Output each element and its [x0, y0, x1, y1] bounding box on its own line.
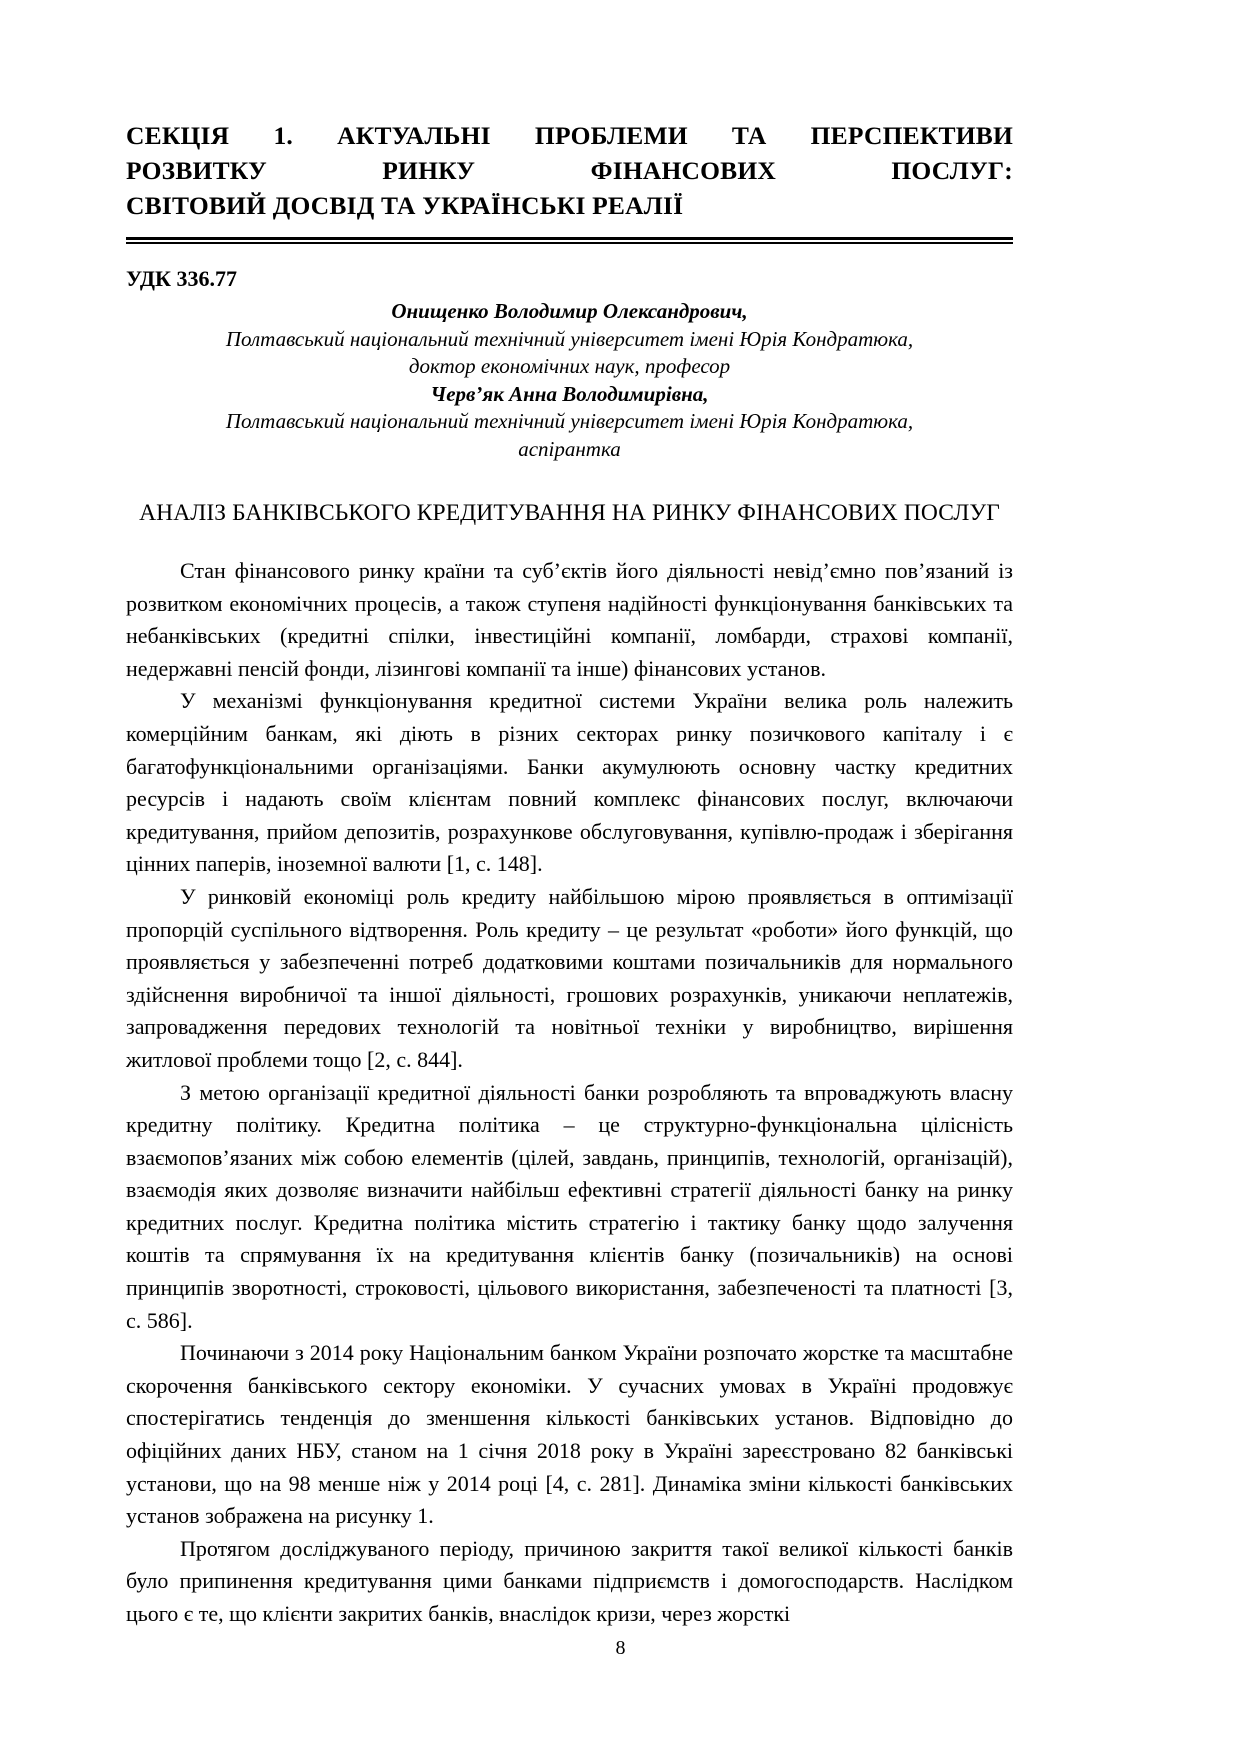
heading-divider-rule [126, 237, 1013, 244]
body-paragraph: Протягом досліджуваного періоду, причиною закриття такої великої кількості банків було припинення кредитування цими банками підприємств і домогосподарств. Наслідком цього є те, що клієнти закритих банків, внаслідок кризи, через жорсткі [126, 1535, 1013, 1626]
udk-code: УДК 336.77 [126, 266, 238, 291]
authors-block [126, 298, 1013, 463]
body-paragraph: У ринковій економіці роль кредиту найбільшою мірою проявляється в оптимізації пропорцій суспільного відтворення. Роль кредиту – це результат «роботи» його функцій, що проявляється у забезпеченні потреб додатковими коштами позичальників для нормального здійснення виробничої та іншої діяльності, грошових розрахунків, уникаючи неплатежів, запровадження передових технологій та новітньої техніки у виробництво, вирішення житлової проблеми тощо [2, с. 844]. [126, 883, 1013, 1072]
page-number: 8 [615, 1637, 626, 1659]
article-title: АНАЛІЗ БАНКІВСЬКОГО КРЕДИТУВАННЯ НА РИНКУ ФІНАНСОВИХ ПОСЛУГ [139, 500, 1000, 526]
body-paragraph: З метою організації кредитної діяльності банки розробляють та впроваджують власну кредитну політику. Кредитна політика – це структурно-функціональна цілісність взаємопов’язаних між собою елементів (цілей, завдань, принципів, технологій, організацій), взаємодія яких дозволяє визначити найбільш ефективні стратегії діяльності банку на ринку кредитних послуг. Кредитна політика містить стратегію і тактику банку щодо залучення коштів та спрямування їх на кредитування клієнтів банку (позичальників) на основі принципів зворотності, строковості, цільового використання, забезпеченості та платності [3, с. 586]. [126, 1079, 1013, 1333]
author-1-position: доктор економічних наук, професор [408, 354, 731, 378]
section-heading [126, 118, 1013, 223]
author-2-position: аспірантка [518, 436, 621, 461]
author-2-name: Черв’як Анна Володимирівна, [430, 381, 709, 406]
body-paragraph: Стан фінансового ринку країни та суб’єктів його діяльності невід’ємно пов’язаний із розвитком економічних процесів, а також ступеня надійності функціонування банківських та небанківських (кредитні спілки, інвестиційні компанії, ломбарди, страхові компанії, недержавні пенсій фонди, лізингові компанії та інше) фінансових установ. [126, 558, 1013, 681]
body-paragraph: Починаючи з 2014 року Національним банком України розпочато жорстке та масштабне скорочення банківського сектору економіки. У сучасних умовах в Україні продовжує спостерігатись тенденція до зменшення кількості банківських установ. Відповідно до офіційних даних НБУ, станом на 1 січня 2018 року в Україні зареєстровано 82 банківські установи, що на 98 менше ніж у 2014 році [4, с. 281]. Динаміка зміни кількості банківських установ зображена на рисунку 1. [126, 1340, 1013, 1529]
author-1-affiliation: Полтавський національний технічний університет імені Юрія Кондратюка, [225, 326, 914, 351]
section-heading-line-2: РОЗВИТКУ РИНКУ ФІНАНСОВИХ ПОСЛУГ: [126, 156, 1013, 185]
section-heading-line-1: СЕКЦІЯ 1. АКТУАЛЬНІ ПРОБЛЕМИ ТА ПЕРСПЕКТИВИ [126, 121, 1013, 150]
page-content [126, 118, 1013, 1631]
section-heading-line-3: СВІТОВИЙ ДОСВІД ТА УКРАЇНСЬКІ РЕАЛІЇ [126, 191, 684, 220]
body-paragraph: У механізмі функціонування кредитної системи України велика роль належить комерційним банкам, які діють в різних секторах ринку позичкового капіталу і є багатофункціональними організаціями. Банки акумулюють основну частку кредитних ресурсів і надають своїм клієнтам повний комплекс фінансових послуг, включаючи кредитування, прийом депозитів, розрахункове обслуговування, купівлю-продаж і зберігання цінних паперів, іноземної валюти [1, с. 148]. [126, 688, 1013, 877]
article-body [126, 555, 1013, 1631]
author-2-affiliation: Полтавський національний технічний університет імені Юрія Кондратюка, [225, 409, 914, 433]
author-1-name: Онищенко Володимир Олександрович, [391, 299, 748, 323]
